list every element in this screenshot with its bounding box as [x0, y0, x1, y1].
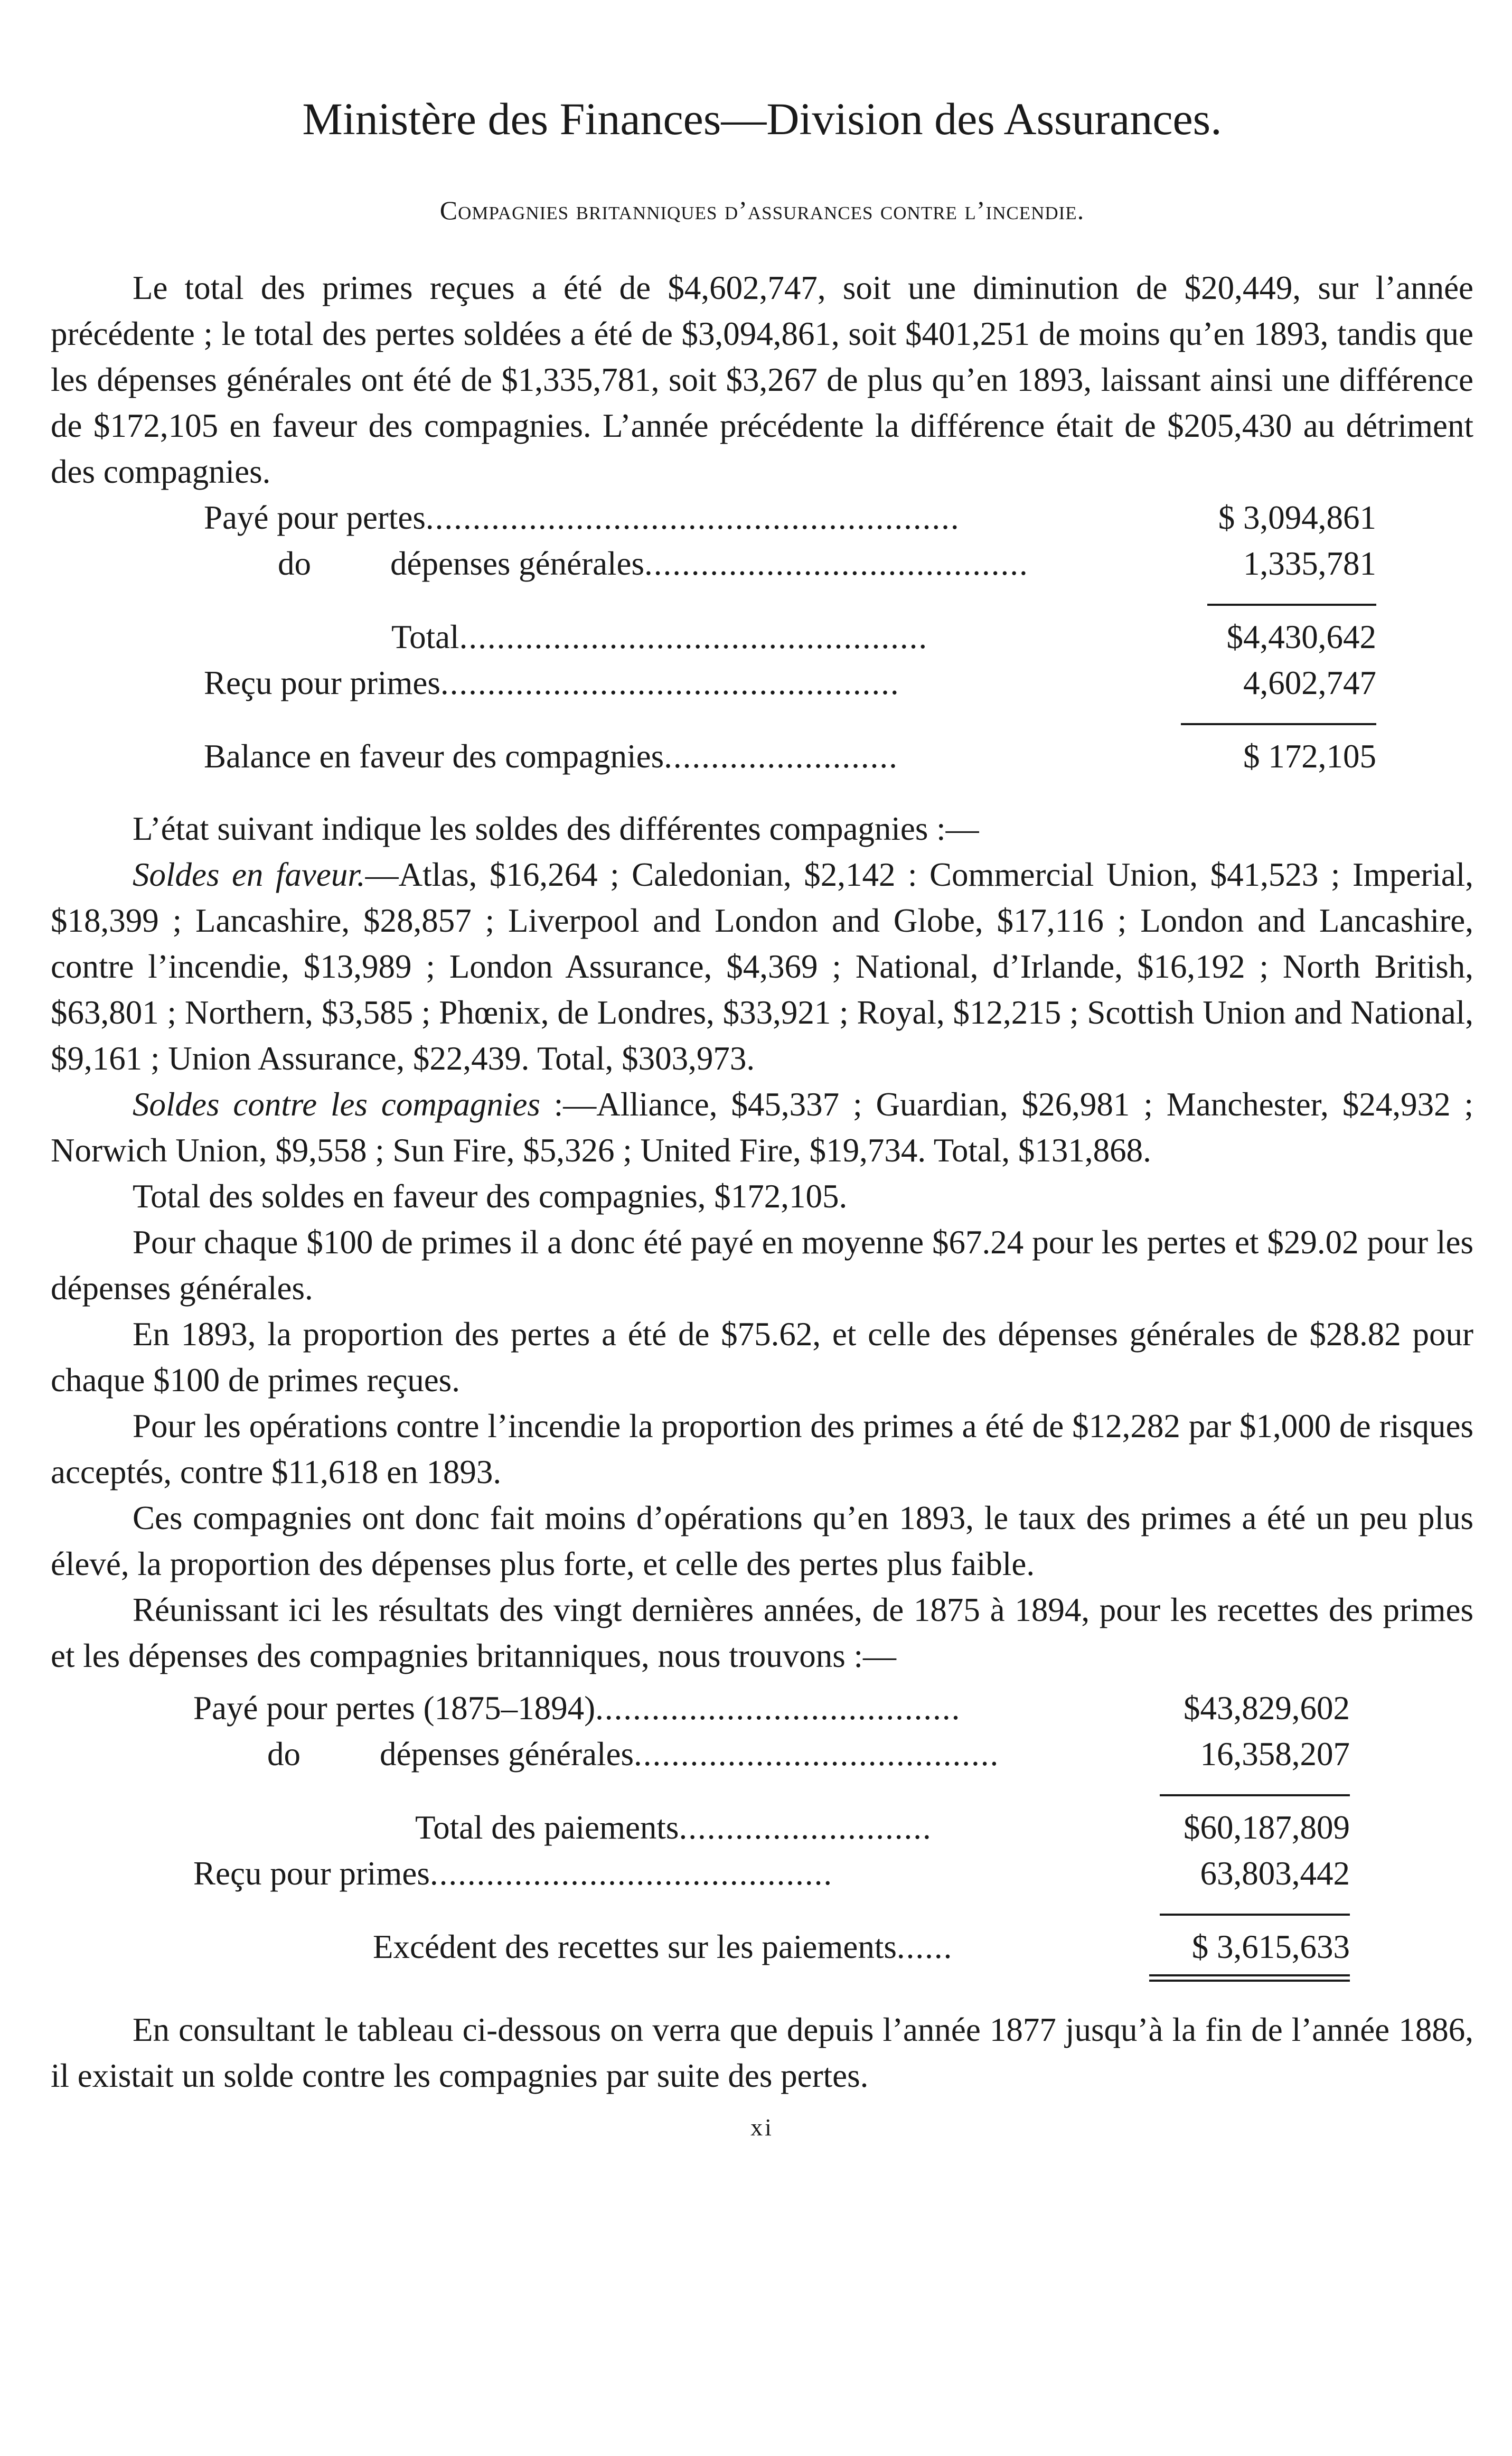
total-label: Total des paiements [415, 1809, 679, 1846]
leader-dots: ....................................... [595, 1690, 961, 1727]
expenses-label: dépenses générales [380, 1736, 634, 1773]
account-row-excess [193, 1924, 1350, 1970]
ratio-paragraph-1: Pour chaque $100 de primes il a donc été payé en moyenne $67.24 pour les pertes et $29.02 pour les dépenses générales. [51, 1224, 1473, 1307]
balance-amount: $ 172,105 [1243, 738, 1376, 775]
ratio-paragraph-3: Pour les opérations contre l’incendie la proportion des primes a été de $12,282 par $1,000 de risques acceptés, contre $11,618 en 1893. [51, 1408, 1473, 1491]
account-row-total [193, 1805, 1350, 1851]
account-row-losses [204, 495, 1376, 541]
account-row-losses [193, 1685, 1350, 1731]
excess-amount: $ 3,615,633 [1191, 1928, 1350, 1965]
losses-label: Payé pour pertes (1875–1894) [193, 1690, 596, 1727]
against-text: :—Alliance, $45,337 ; Guardian, $26,981 ; Manchester, $24,932 ; Norwich Union, $9,558 ; Sun Fire, $5,326 ; United Fire, $19,734. Total, $131,868. [51, 1086, 1474, 1169]
favour-paragraph [51, 852, 1473, 1082]
twenty-year-account-table [193, 1685, 1350, 1991]
leader-dots: ......................... [664, 738, 898, 775]
total-amount: $60,187,809 [1184, 1809, 1350, 1846]
leader-dots: .................................................. [459, 618, 928, 655]
difference-rule [1181, 723, 1376, 725]
ratio-paragraph-4: Ces compagnies ont donc fait moins d’opérations qu’en 1893, le taux des primes a été un peu plus élevé, la proportion des dépenses plus forte, et celle des pertes plus faible. [51, 1499, 1473, 1582]
difference-rule [1160, 1914, 1350, 1916]
annual-account-table [204, 495, 1376, 780]
leader-dots: ...... [896, 1928, 953, 1965]
section-subtitle: Compagnies britanniques d’assurances contre l’incendie. [439, 195, 1085, 225]
page-content [51, 90, 1473, 2150]
ditto-label: do [278, 545, 311, 582]
expenses-amount: 1,335,781 [1243, 545, 1376, 582]
excess-label: Excédent des recettes sur les paiements [373, 1928, 897, 1965]
premiums-label: Reçu pour primes [193, 1855, 430, 1892]
account-row-total [204, 614, 1376, 660]
leader-dots: ......................................................... [425, 499, 960, 536]
ratio-paragraph-5: Réunissant ici les résultats des vingt dernières années, de 1875 à 1894, pour les recettes des primes et les dépenses des compagnies britanniques, nous trouvons :— [51, 1591, 1473, 1674]
against-title: Soldes contre les compagnies [133, 1086, 540, 1123]
account-row-balance [204, 734, 1376, 780]
leader-dots: ......................................... [644, 545, 1029, 582]
against-paragraph [51, 1082, 1473, 1174]
leader-dots: ........................................... [429, 1855, 833, 1892]
premiums-label: Reçu pour primes [204, 664, 440, 701]
total-amount: $4,430,642 [1226, 618, 1376, 655]
sum-rule [1207, 604, 1376, 606]
losses-amount: $ 3,094,861 [1218, 499, 1376, 536]
final-double-rule [1149, 1974, 1350, 1982]
leader-dots: ....................................... [634, 1736, 1000, 1773]
favour-text: —Atlas, $16,264 ; Caledonian, $2,142 : Commercial Union, $41,523 ; Imperial, $18,399 ; Lancashire, $28,857 ; Liverpool and London and Globe, $17,116 ; London and Lancashire, contre l’incendie, $13,989 ; London Assurance, $4,369 ; National, d’Irlande, $16,192 ; North British, $63,801 ; Northern, $3,585 ; Phœnix, de Londres, $33,921 ; Royal, $12,215 ; Scottish Union and National, $9,161 ; Union Assurance, $22,439. Total, $303,973. [51, 856, 1473, 1077]
account-row-premiums [204, 660, 1376, 706]
sum-rule [1160, 1794, 1350, 1796]
balance-label: Balance en faveur des compagnies [204, 738, 664, 775]
page-number: xi [750, 2114, 774, 2141]
account-row-expenses [204, 541, 1376, 587]
expenses-amount: 16,358,207 [1200, 1736, 1350, 1773]
account-row-premiums [193, 1851, 1350, 1897]
favour-title: Soldes en faveur. [133, 856, 365, 893]
premiums-amount: 63,803,442 [1200, 1855, 1350, 1892]
leader-dots: ................................................. [440, 664, 900, 701]
closing-paragraph: En consultant le tableau ci-dessous on verra que depuis l’année 1877 jusqu’à la fin de l’année 1886, il existait un solde contre les compagnies par suite des pertes. [51, 2011, 1473, 2094]
leader-dots: ........................... [679, 1809, 932, 1846]
account-row-expenses [193, 1731, 1350, 1777]
expenses-label: dépenses générales [390, 545, 645, 582]
ditto-label: do [267, 1736, 300, 1773]
premiums-amount: 4,602,747 [1243, 664, 1376, 701]
losses-label: Payé pour pertes [204, 499, 426, 536]
total-label: Total [391, 618, 459, 655]
balances-lead: L’état suivant indique les soldes des différentes compagnies :— [133, 810, 979, 847]
page-title: Ministère des Finances—Division des Assurances. [302, 93, 1222, 144]
balances-total: Total des soldes en faveur des compagnies, $172,105. [133, 1178, 848, 1215]
intro-paragraph: Le total des primes reçues a été de $4,602,747, soit une diminution de $20,449, sur l’année précédente ; le total des pertes soldées a été de $3,094,861, soit $401,251 de moins qu’en 1893, tandis que les dépenses générales ont été de $1,335,781, soit $3,267 de plus qu’en 1893, laissant ainsi une différence de $172,105 en faveur des compagnies. L’année précédente la différence était de $205,430 au détriment des compagnies. [51, 269, 1473, 490]
ratio-paragraph-2: En 1893, la proportion des pertes a été de $75.62, et celle des dépenses générales de $28.82 pour chaque $100 de primes reçues. [51, 1316, 1473, 1399]
losses-amount: $43,829,602 [1184, 1690, 1350, 1727]
